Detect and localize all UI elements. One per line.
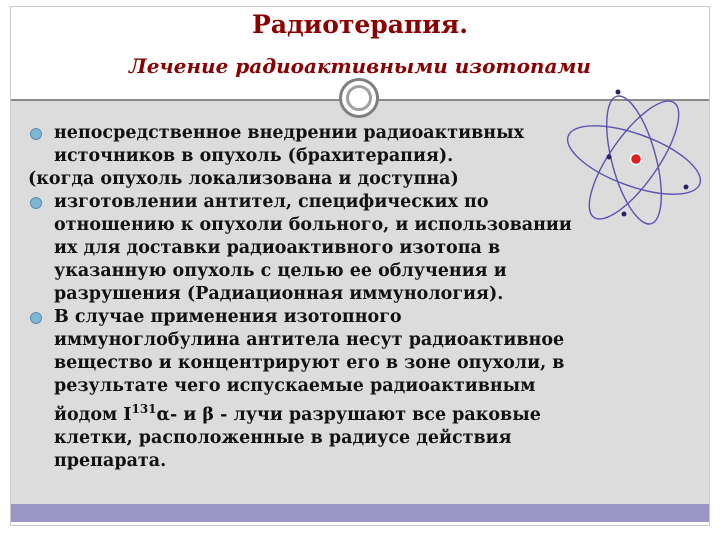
electron: [616, 90, 621, 95]
text-line: препарата.: [54, 450, 167, 471]
text-line: изготовлении антител, специфических по: [54, 192, 489, 212]
bullet-icon: [30, 312, 42, 324]
ring-ornament-icon: [339, 78, 379, 118]
bullet-item-3: [28, 306, 704, 473]
footer-bar: [11, 504, 709, 522]
text-line: иммуноглобулина антитела несут радиоактивное: [54, 330, 565, 350]
text-span: α- и β - лучи разрушают все раковые: [156, 404, 541, 425]
text-line: В случае применения изотопного: [54, 307, 402, 327]
text-line: клетки, расположенные в радиусе действия: [54, 427, 512, 448]
text-line: вещество и концентрируют его в зоне опухоли, в: [54, 353, 565, 373]
text-line: указанную опухоль с целью ее облучения и: [54, 261, 507, 281]
text-line: разрушения (Радиационная иммунология).: [54, 284, 504, 304]
text-line: источников в опухоль (брахитерапия).: [54, 146, 454, 166]
isotope-superscript: 131: [131, 402, 157, 416]
text-span: йодом I: [54, 404, 132, 425]
text-line: их для доставки радиоактивного изотопа в: [54, 238, 501, 258]
slide-subtitle: Лечение радиоактивными изотопами: [129, 54, 591, 78]
text-line: результате чего испускаемые радиоактивным: [54, 376, 536, 396]
slide-body-text: [28, 122, 704, 473]
bullet-icon: [30, 128, 42, 140]
bullet-item-1: [28, 122, 704, 168]
slide-title: Радиотерапия.: [252, 10, 468, 39]
text-line: непосредственное внедрении радиоактивных: [54, 123, 525, 143]
note-line: (когда опухоль локализована и доступна): [28, 169, 459, 189]
bullet-item-2: [28, 191, 704, 306]
text-line: [28, 398, 704, 427]
text-line: отношению к опухоли больного, и использовании: [54, 215, 572, 235]
bullet-icon: [30, 197, 42, 209]
